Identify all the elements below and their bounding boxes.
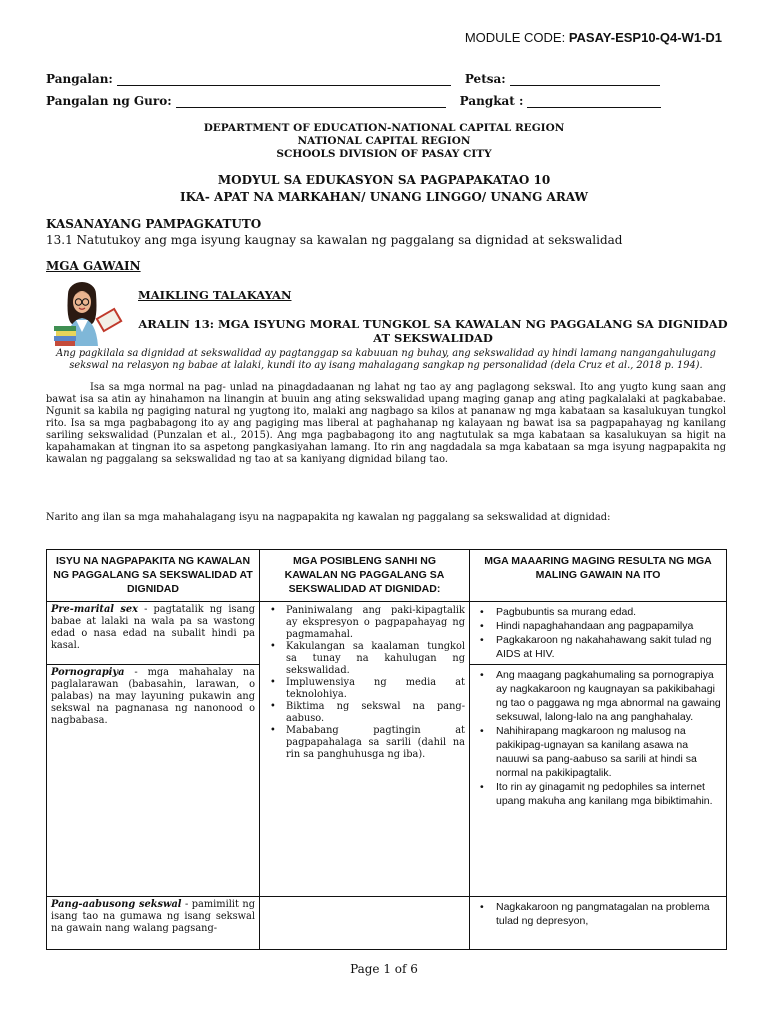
issue-term: Pornograpiya xyxy=(51,667,125,678)
issue-term: Pre-marital sex xyxy=(51,604,138,615)
table-header-row xyxy=(47,550,727,602)
result-item: • Pagbubuntis sa murang edad. xyxy=(474,605,722,619)
result-item: • Hindi napaghahandaan ang pagpapamilya xyxy=(474,619,722,633)
cause-item: • Kakulangan sa kaalaman tungkol sa tunay na kahulugan ng sekswalidad. xyxy=(264,641,465,677)
issue-term: Pang-aabusong sekswal xyxy=(51,899,182,910)
division-line: SCHOOLS DIVISION OF PASAY CITY xyxy=(276,148,492,160)
modyul-line: MODYUL SA EDUKASYON SA PAGPAPAKATAO 10 xyxy=(217,173,551,187)
module-code-label: MODULE CODE: xyxy=(464,30,569,45)
learning-competency xyxy=(46,216,726,249)
lesson-title: ARALIN 13: MGA ISYUNG MORAL TUNGKOL SA KAWALAN NG PAGGALANG SA DIGNIDAD AT SEKSWALIDAD xyxy=(138,317,728,345)
markahan-line: IKA- APAT NA MARKAHAN/ UNANG LINGGO/ UNANG ARAW xyxy=(180,190,588,204)
cause-item: • Impluwensiya ng media at teknolohiya. xyxy=(264,677,465,701)
causes-cell xyxy=(260,897,470,950)
competency-text: 13.1 Natutukoy ang mga isyung kaugnay sa kawalan ng paggalang sa dignidad at sekswalidad xyxy=(46,233,623,247)
table-row xyxy=(47,602,727,665)
result-item: • Nahihirapang magkaroon ng malusog na pakikipag-ugnayan sa kanilang asawa na nauuwi sa pang-aabuso sa sarili at hindi sa normal na pakikipagtalik. xyxy=(474,724,722,780)
module-code-value: PASAY-ESP10-Q4-W1-D1 xyxy=(568,30,722,45)
guro-field[interactable] xyxy=(176,95,446,108)
petsa-field[interactable] xyxy=(510,73,660,86)
results-cell xyxy=(470,665,727,897)
discussion-heading: MAIKLING TALAKAYAN xyxy=(138,288,292,302)
module-title xyxy=(46,172,722,206)
table-row xyxy=(47,897,727,950)
issue-cell xyxy=(47,665,260,897)
result-item: • Ang maagang pagkahumaling sa pornograpiya ay nagkakaroon ng kaugnayan sa pakikibahagi ng tao o paggawa ng mga abnormal na gawaing seksuwal, lalong-lalo na ang panghahalay. xyxy=(474,668,722,724)
issue-desc: - mga mahahalay na paglalarawan (babasahin, larawan, o palabas) na may layuning pukawin ang sekswal na pagnanasa ng nanonood o nagbabasa. xyxy=(51,667,255,726)
results-cell xyxy=(470,602,727,665)
body-paragraph-2: Narito ang ilan sa mga mahahalagang isyu na nagpapakita ng kawalan ng paggalang sa sekswalidad at dignidad: xyxy=(46,512,611,523)
pangkat-label: Pangkat : xyxy=(459,94,524,108)
issue-cell xyxy=(47,602,260,665)
student-info-fields xyxy=(46,64,726,108)
department-header xyxy=(46,122,722,161)
causes-cell xyxy=(260,602,470,897)
issues-table xyxy=(46,549,727,950)
result-item: • Nagkakaroon ng pangmatagalan na problema tulad ng depresyon, xyxy=(474,900,722,928)
module-code xyxy=(465,30,722,45)
result-item: • Ito rin ay ginagamit ng pedophiles sa internet upang makuha ang kanilang mga bibiktimahin. xyxy=(474,780,722,808)
pangkat-field[interactable] xyxy=(527,95,661,108)
cause-item: • Paniniwalang ang paki-kipagtalik ay ekspresyon o pagpapahayag ng pagmamahal. xyxy=(264,605,465,641)
results-cell xyxy=(470,897,727,950)
pangalan-field[interactable] xyxy=(117,73,451,86)
intro-quote: Ang pagkilala sa dignidad at sekswalidad ay pagtanggap sa kabuuan ng buhay, ang sekswalidad ay hindi lamang nangangahulugang sekswal na relasyon ng babae at lalaki, kundi ito ay isang mahalagang sangkap ng personalidad (dela Cruz et al., 2018 p. 194). xyxy=(56,348,716,371)
issue-cell xyxy=(47,897,260,950)
body-paragraph-1: Isa sa mga normal na pag- unlad na pinagdadaanan ng lahat ng tao ay ang paglagong sekswal. Ito ang yugto kung saan ang bawat isa sa atin ay hinahamon na linangin at buuin ang ating sekswalidad upang maging ganap ang ating pagkalalaki at pagkababae. Ngunit sa kabila ng pagiging natural ng yugtong ito, malaki ang nagbago sa kilos at pananaw ng mga kabataan sa kasalukuyan tungkol rito. Isa sa mga pagbabagong ito ay ang pagiging mas liberal at paghahanap ng kalayaan ng bawat isa sa pagpapahayag ng kanilang sariling sekswalidad (Punzalan et al., 2015). Ang mga pagbabagong ito ang nagtutulak sa mga kabataan sa kasalukuyan sa higit na kapahamakan at tingnan ito sa aspetong pangkasiyahan lamang. Ito rin ang nagdadala sa mga kabataan sa mga isyung nagpapakita ng kawalan ng paggalang sa sekswalidad ng tao at sa kaniyang dignidad bilang tao. xyxy=(46,382,726,465)
petsa-label: Petsa: xyxy=(464,72,506,86)
issue-desc: - pagtatalik ng isang babae at lalaki na wala pa sa wastong edad o nasa edad na subalit hindi pa kasal. xyxy=(51,604,255,651)
cause-item: • Mababang pagtingin at pagpapahalaga sa sarili (dahil na rin sa panghuhusga ng iba). xyxy=(264,725,465,761)
result-item: • Pagkakaroon ng nakahahawang sakit tulad ng AIDS at HIV. xyxy=(474,633,722,661)
table-header-issue: ISYU NA NAGPAPAKITA NG KAWALAN NG PAGGALANG SA SEKSWALIDAD AT DIGNIDAD xyxy=(47,550,260,602)
table-header-results: MGA MAAARING MAGING RESULTA NG MGA MALING GAWAIN NA ITO xyxy=(470,550,727,602)
issue-desc: - pamimilit ng isang tao na gumawa ng isang sekswal na gawain nang walang pagsang- xyxy=(51,899,255,934)
teacher-avatar-icon xyxy=(46,280,128,346)
region-line: NATIONAL CAPITAL REGION xyxy=(297,135,471,147)
activities-heading: MGA GAWAIN xyxy=(46,259,141,273)
department-line: DEPARTMENT OF EDUCATION-NATIONAL CAPITAL REGION xyxy=(203,122,565,134)
pangalan-label: Pangalan: xyxy=(46,72,113,86)
cause-item: • Biktima ng sekswal na pang- aabuso. xyxy=(264,701,465,725)
table-header-causes: MGA POSIBLENG SANHI NG KAWALAN NG PAGGALANG SA SEKSWALIDAD AT DIGNIDAD: xyxy=(260,550,470,602)
competency-title: KASANAYANG PAMPAGKATUTO xyxy=(46,217,262,231)
page-number: Page 1 of 6 xyxy=(350,962,418,976)
guro-label: Pangalan ng Guro: xyxy=(46,94,172,108)
